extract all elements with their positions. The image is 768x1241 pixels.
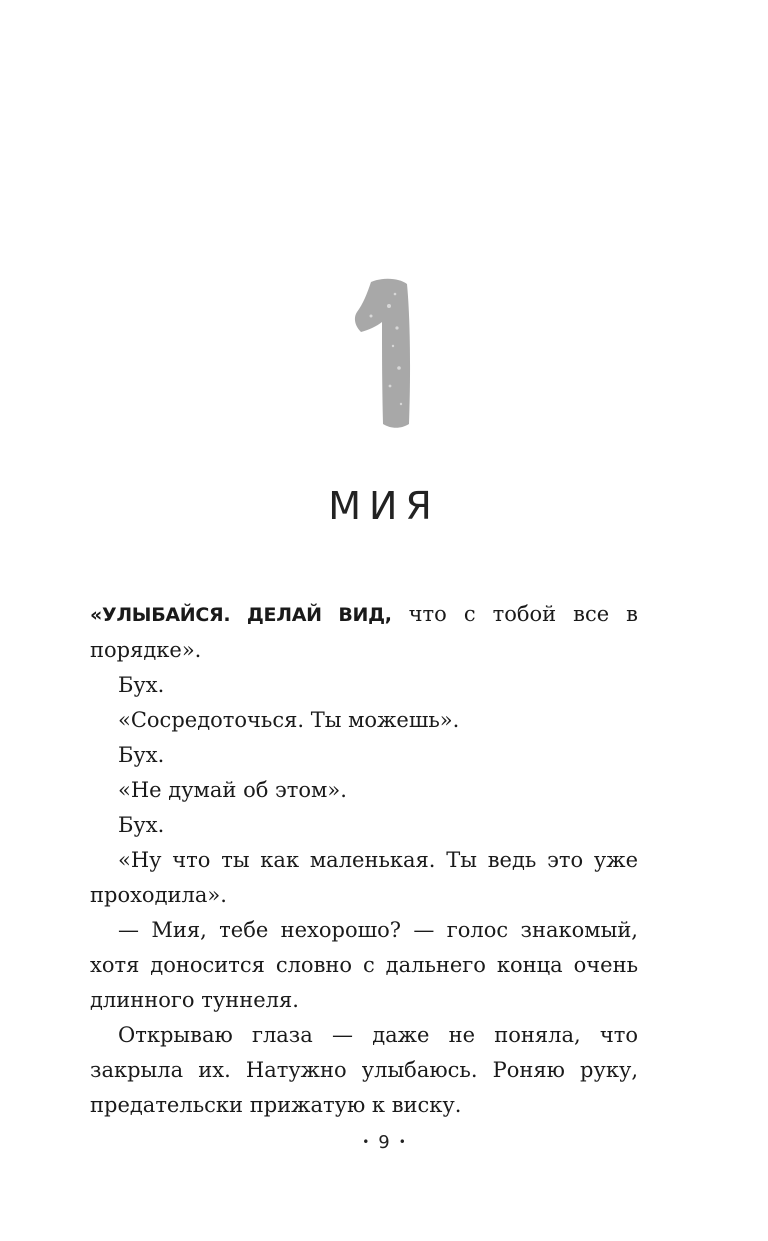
paragraph: «Не думай об этом».	[118, 778, 347, 802]
chapter-number-glyph	[349, 276, 419, 436]
paragraph: Бух.	[118, 743, 165, 767]
paragraph: — Мия, тебе нехорошо? — голос знакомый, хотя доносится словно с дальнего конца очень длинного туннеля.	[90, 918, 638, 1012]
page-number-footer	[0, 1132, 768, 1153]
paragraph: Бух.	[118, 813, 165, 837]
paragraph	[90, 597, 638, 668]
body-text	[90, 597, 638, 1123]
page-number: 9	[378, 1132, 390, 1153]
paragraph: Бух.	[118, 673, 165, 697]
lead-in: «УЛЫБАЙСЯ. ДЕЛАЙ ВИД,	[90, 604, 392, 626]
folio-dot-right: •	[398, 1135, 406, 1149]
paragraph: «Сосредоточься. Ты можешь».	[118, 708, 460, 732]
paragraph: Открываю глаза — даже не поняла, что закрыла их. Натужно улыбаюсь. Роняю руку, предательски прижатую к виску.	[90, 1023, 638, 1117]
paragraph: «Ну что ты как маленькая. Ты ведь это уже проходила».	[90, 848, 638, 907]
paragraph-text: что с тобой все в порядке».	[90, 602, 638, 662]
folio-dot-left: •	[362, 1135, 370, 1149]
chapter-title: МИЯ	[328, 484, 440, 528]
chapter-number	[0, 276, 768, 436]
